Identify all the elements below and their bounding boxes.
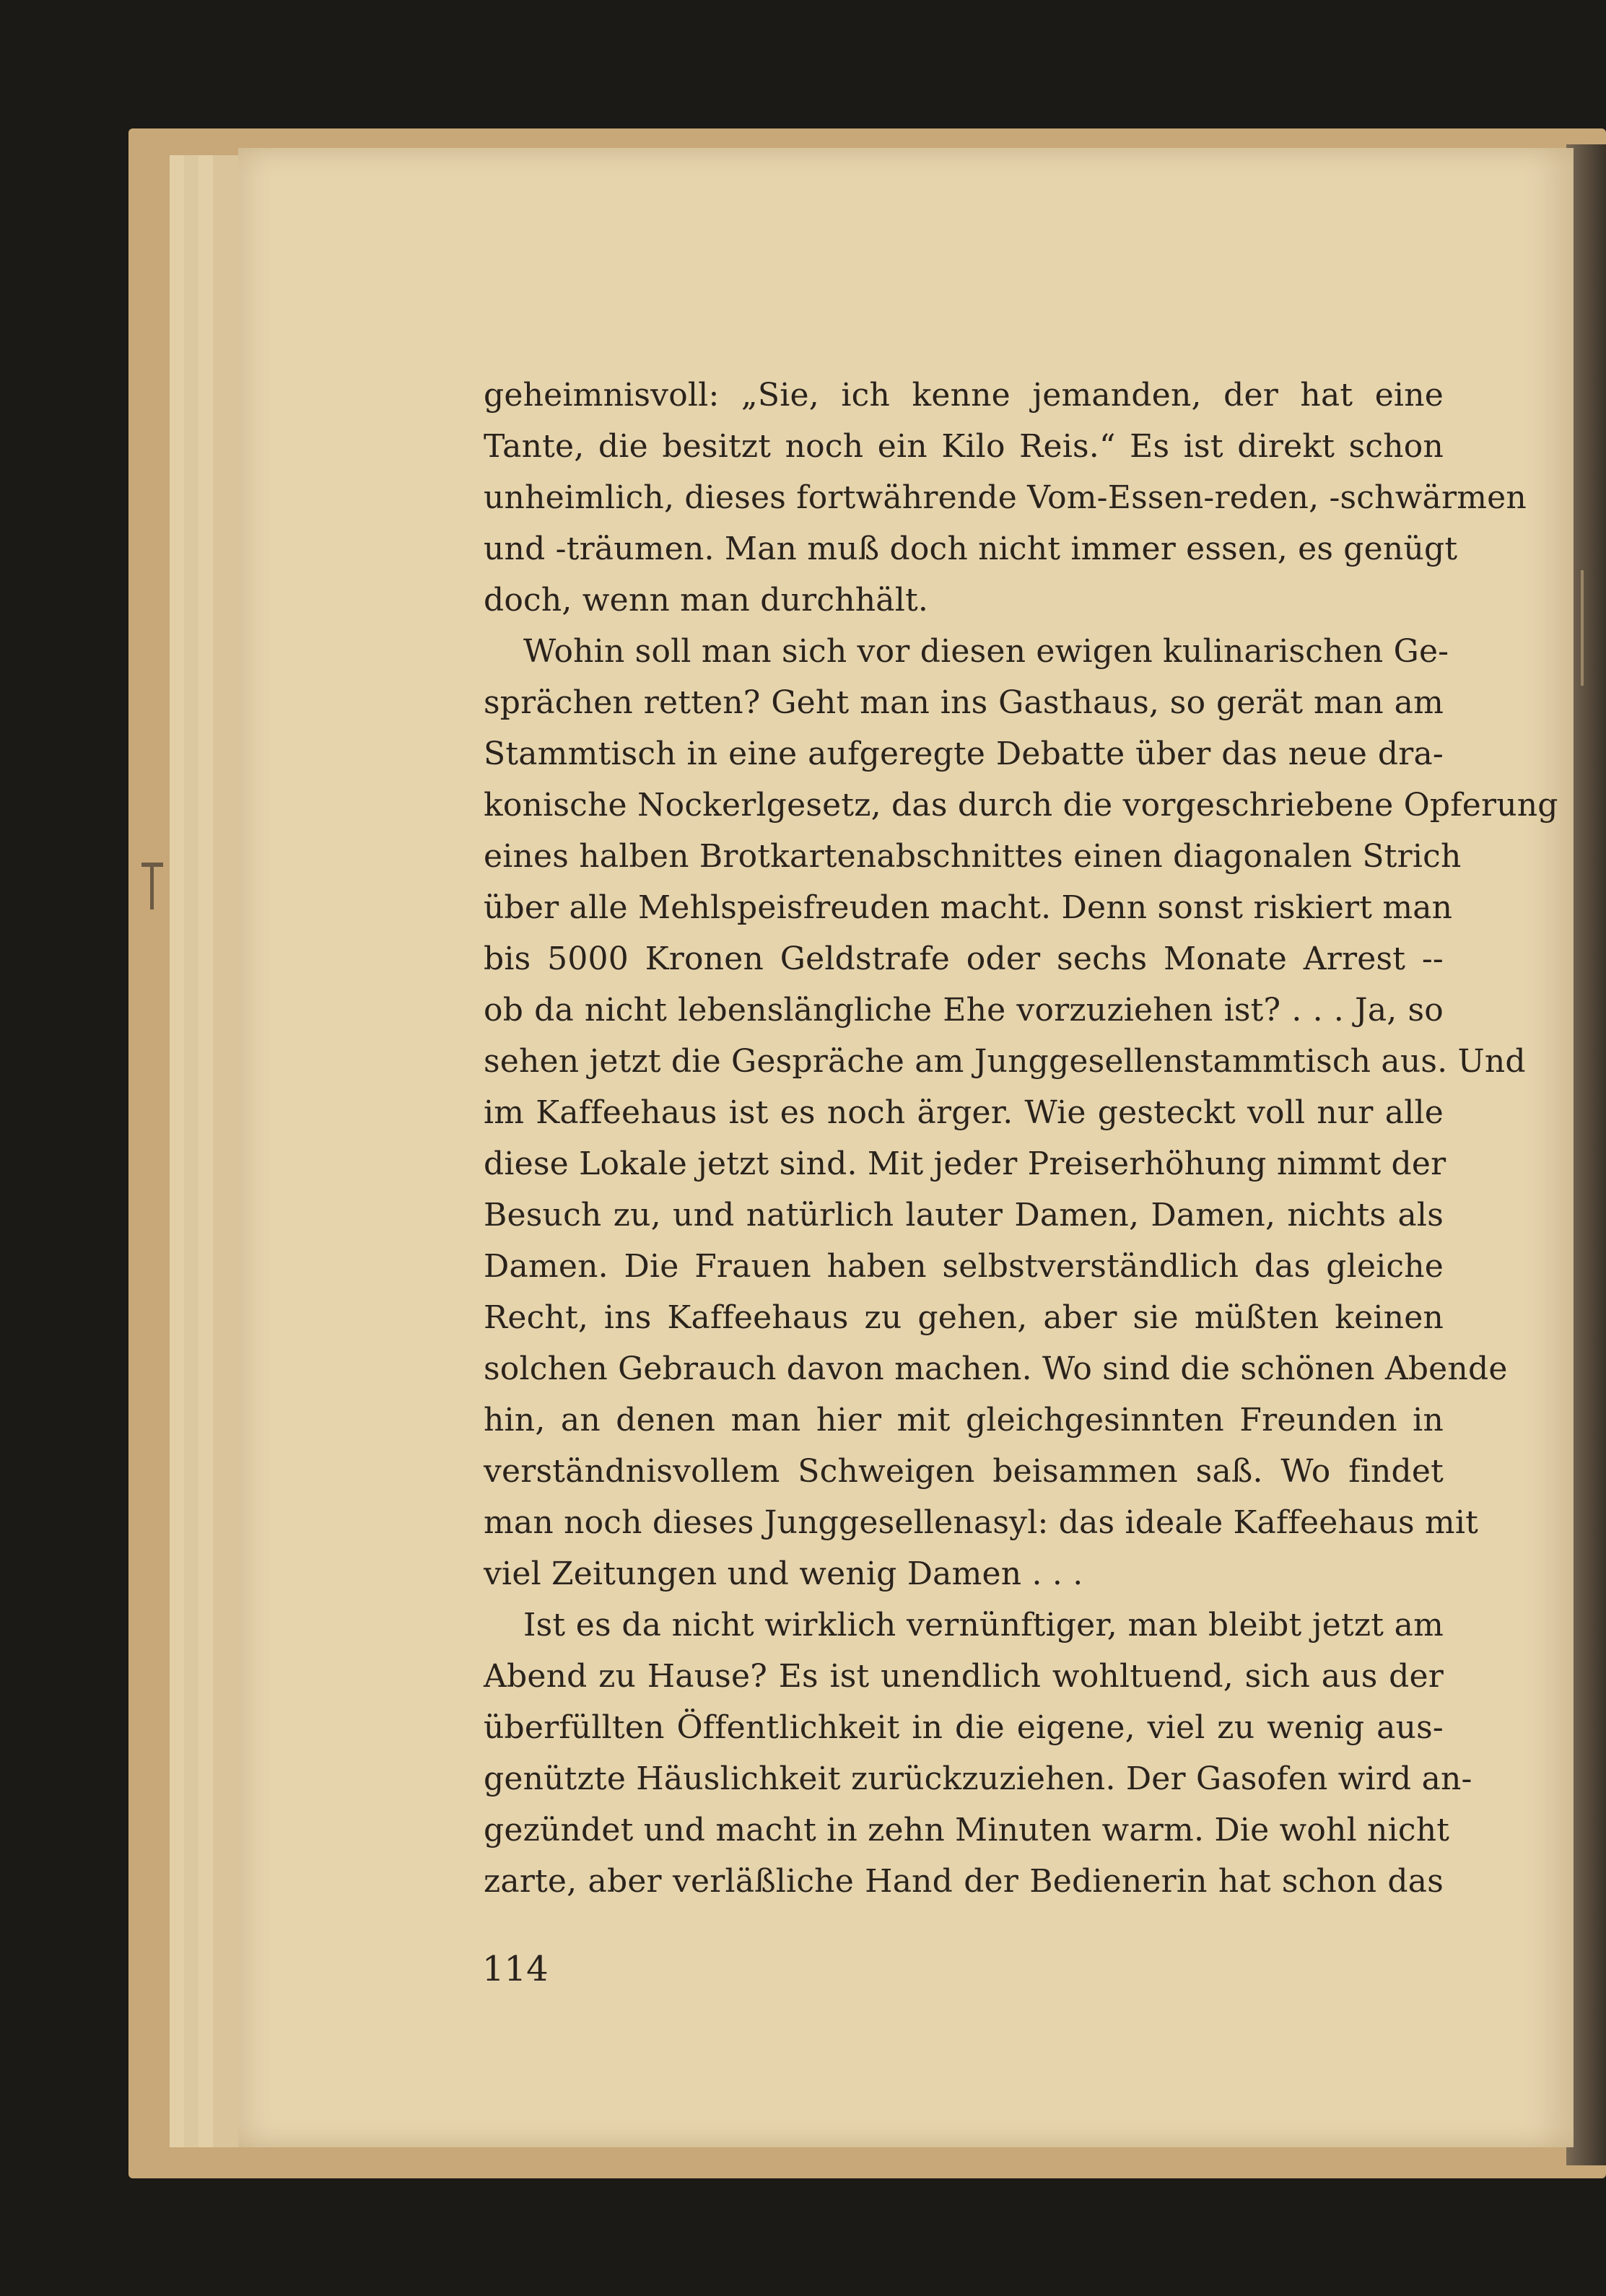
text-line: doch, wenn man durchhält. [484,582,929,619]
text-line: ob da nicht lebenslängliche Ehe vorzuziehen ist? . . . Ja, so [484,992,1444,1029]
text-line: Abend zu Hause? Es ist unendlich wohltuend, sich aus der [484,1658,1444,1695]
text-line: Damen. Die Frauen haben selbstverständlich das gleiche [484,1248,1444,1285]
text-line: viel Zeitungen und wenig Damen . . . [484,1555,1083,1592]
text-line: genützte Häuslichkeit zurückzuziehen. Der Gasofen wird an- [484,1760,1472,1797]
text-line: konische Nockerlgesetz, das durch die vorgeschriebene Opferung [484,787,1558,824]
text-line: sprächen retten? Geht man ins Gasthaus, so gerät man am [484,684,1444,721]
text-line: über alle Mehlspeisfreuden macht. Denn sonst riskiert man [484,889,1453,926]
text-line: hin, an denen man hier mit gleichgesinnten Freunden in [484,1402,1444,1439]
text-line: Tante, die besitzt noch ein Kilo Reis.“ Es ist direkt schon [484,428,1444,465]
text-line: verständnisvollem Schweigen beisammen saß. Wo findet [484,1453,1444,1490]
text-line: sehen jetzt die Gespräche am Junggesellenstammtisch aus. Und [484,1043,1526,1080]
text-line: Besuch zu, und natürlich lauter Damen, Damen, nichts als [484,1197,1444,1234]
text-line: unheimlich, dieses fortwährende Vom-Essen-reden, -schwärmen [484,479,1527,516]
text-line: geheimnisvoll: „Sie, ich kenne jemanden, der hat eine [484,377,1444,414]
text-line: Ist es da nicht wirklich vernünftiger, man bleibt jetzt am [523,1607,1444,1644]
margin-mark [1581,570,1584,686]
text-line: eines halben Brotkartenabschnittes einen diagonalen Strich [484,838,1462,875]
text-line: Recht, ins Kaffeehaus zu gehen, aber sie müßten keinen [484,1299,1444,1336]
text-line: im Kaffeehaus ist es noch ärger. Wie gesteckt voll nur alle [484,1094,1444,1131]
text-line: diese Lokale jetzt sind. Mit jeder Preiserhöhung nimmt der [484,1145,1446,1182]
text-line: zarte, aber verläßliche Hand der Bedienerin hat schon das [484,1863,1444,1900]
text-line: bis 5000 Kronen Geldstrafe oder sechs Monate Arrest -- [484,940,1444,977]
text-line: überfüllten Öffentlichkeit in die eigene, viel zu wenig aus- [484,1709,1444,1746]
text-line: solchen Gebrauch davon machen. Wo sind die schönen Abende [484,1350,1508,1387]
text-line: Stammtisch in eine aufgeregte Debatte über das neue dra- [484,735,1444,772]
text-line: und -träumen. Man muß doch nicht immer essen, es genügt [484,531,1458,567]
margin-mark [150,866,154,909]
text-line: Wohin soll man sich vor diesen ewigen kulinarischen Ge- [523,633,1449,670]
body-text [484,370,1558,1907]
text-line: man noch dieses Junggesellenasyl: das ideale Kaffeehaus mit [484,1504,1478,1541]
page-number: 114 [482,1949,549,1989]
text-line: gezündet und macht in zehn Minuten warm. Die wohl nicht [484,1812,1450,1848]
